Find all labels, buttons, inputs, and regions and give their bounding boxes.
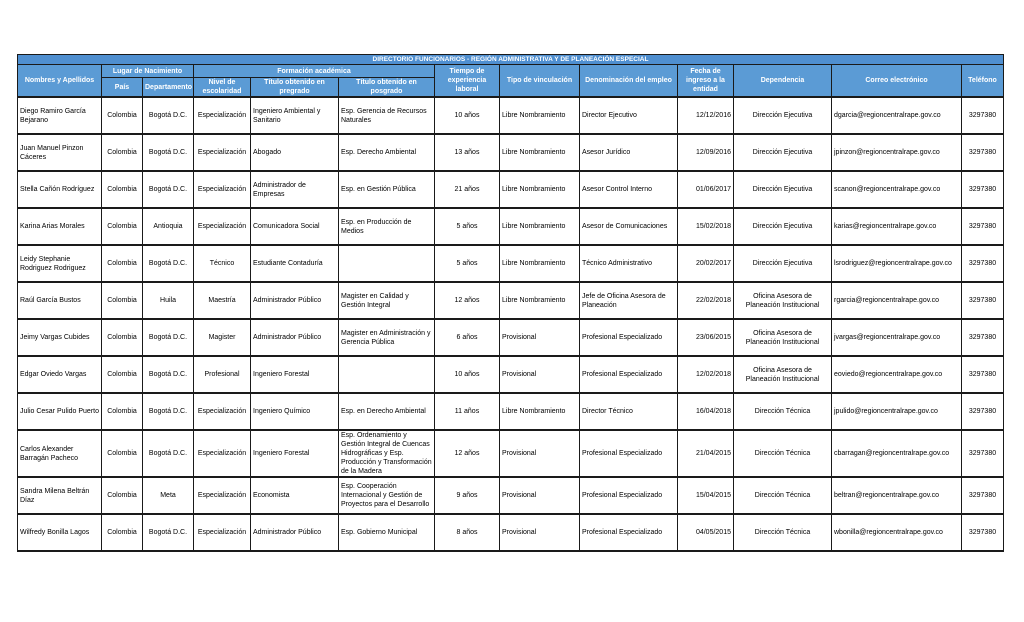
cell-telefono: 3297380: [962, 393, 1004, 430]
cell-correo: jpulido@regioncentralrape.gov.co: [832, 393, 962, 430]
cell-pais: Colombia: [102, 356, 143, 393]
cell-vinculacion: Provisional: [500, 430, 580, 477]
cell-pregrado: Administrador de Empresas: [251, 171, 339, 208]
cell-tiempo: 8 años: [435, 514, 500, 551]
cell-telefono: 3297380: [962, 514, 1004, 551]
cell-fecha: 16/04/2018: [678, 393, 734, 430]
cell-pais: Colombia: [102, 477, 143, 514]
cell-tiempo: 12 años: [435, 282, 500, 319]
cell-correo: karias@regioncentralrape.gov.co: [832, 208, 962, 245]
table-row: [18, 514, 1004, 551]
cell-tiempo: 9 años: [435, 477, 500, 514]
cell-dependencia: Oficina Asesora de Planeación Institucional: [734, 319, 832, 356]
table-row: [18, 282, 1004, 319]
cell-pregrado: Ingeniero Forestal: [251, 430, 339, 477]
cell-pais: Colombia: [102, 171, 143, 208]
cell-tiempo: 10 años: [435, 356, 500, 393]
cell-dependencia: Dirección Ejecutiva: [734, 208, 832, 245]
cell-nivel: Especialización: [194, 393, 251, 430]
cell-correo: dgarcia@regioncentralrape.gov.co: [832, 97, 962, 134]
cell-depto: Bogotá D.C.: [143, 356, 194, 393]
cell-vinculacion: Libre Nombramiento: [500, 134, 580, 171]
cell-vinculacion: Libre Nombramiento: [500, 282, 580, 319]
cell-nivel: Magister: [194, 319, 251, 356]
cell-fecha: 15/02/2018: [678, 208, 734, 245]
cell-empleo: Director Ejecutivo: [580, 97, 678, 134]
cell-pregrado: Administrador Público: [251, 282, 339, 319]
cell-depto: Meta: [143, 477, 194, 514]
cell-pais: Colombia: [102, 393, 143, 430]
cell-empleo: Profesional Especializado: [580, 514, 678, 551]
cell-pregrado: Comunicadora Social: [251, 208, 339, 245]
cell-depto: Bogotá D.C.: [143, 393, 194, 430]
cell-correo: jvargas@regioncentralrape.gov.co: [832, 319, 962, 356]
cell-correo: rgarcia@regioncentralrape.gov.co: [832, 282, 962, 319]
cell-pregrado: Ingeniero Ambiental y Sanitario: [251, 97, 339, 134]
cell-fecha: 23/06/2015: [678, 319, 734, 356]
cell-correo: eoviedo@regioncentralrape.gov.co: [832, 356, 962, 393]
cell-depto: Bogotá D.C.: [143, 319, 194, 356]
cell-tiempo: 5 años: [435, 245, 500, 282]
cell-pregrado: Economista: [251, 477, 339, 514]
cell-posgrado: Esp. Ordenamiento y Gestión Integral de Cuencas Hidrográficas y Esp. Producción y Transformación de la Madera: [339, 430, 435, 477]
cell-nivel: Profesional: [194, 356, 251, 393]
cell-telefono: 3297380: [962, 97, 1004, 134]
cell-correo: wbonilla@regioncentralrape.gov.co: [832, 514, 962, 551]
header-departamento: Departamento: [143, 78, 194, 98]
cell-dependencia: Dirección Ejecutiva: [734, 245, 832, 282]
cell-tiempo: 6 años: [435, 319, 500, 356]
cell-posgrado: Esp. Cooperación Internacional y Gestión de Proyectos para el Desarrollo: [339, 477, 435, 514]
cell-nombre: Julio Cesar Pulido Puerto: [18, 393, 102, 430]
cell-nombre: Karina Arias Morales: [18, 208, 102, 245]
cell-nivel: Especialización: [194, 430, 251, 477]
table-row: [18, 319, 1004, 356]
cell-nombre: Edgar Oviedo Vargas: [18, 356, 102, 393]
header-nombres: Nombres y Apellidos: [18, 65, 102, 98]
cell-telefono: 3297380: [962, 477, 1004, 514]
header-formacion: Formación académica: [194, 65, 435, 78]
table-row: [18, 393, 1004, 430]
cell-nivel: Especialización: [194, 208, 251, 245]
cell-empleo: Asesor de Comunicaciones: [580, 208, 678, 245]
table-row: [18, 171, 1004, 208]
cell-vinculacion: Provisional: [500, 514, 580, 551]
cell-telefono: 3297380: [962, 134, 1004, 171]
cell-nombre: Raúl García Bustos: [18, 282, 102, 319]
cell-tiempo: 5 años: [435, 208, 500, 245]
cell-fecha: 20/02/2017: [678, 245, 734, 282]
cell-correo: lsrodriguez@regioncentralrape.gov.co: [832, 245, 962, 282]
cell-dependencia: Dirección Técnica: [734, 393, 832, 430]
header-fecha-ingreso: Fecha de ingreso a la entidad: [678, 65, 734, 98]
cell-pais: Colombia: [102, 245, 143, 282]
table-row: [18, 356, 1004, 393]
table-row: [18, 430, 1004, 477]
cell-pais: Colombia: [102, 282, 143, 319]
cell-depto: Bogotá D.C.: [143, 171, 194, 208]
cell-telefono: 3297380: [962, 282, 1004, 319]
cell-fecha: 04/05/2015: [678, 514, 734, 551]
cell-pais: Colombia: [102, 208, 143, 245]
cell-fecha: 01/06/2017: [678, 171, 734, 208]
cell-pais: Colombia: [102, 514, 143, 551]
cell-tiempo: 13 años: [435, 134, 500, 171]
cell-pregrado: Administrador Público: [251, 514, 339, 551]
cell-dependencia: Oficina Asesora de Planeación Institucional: [734, 282, 832, 319]
cell-nombre: Sandra Milena Beltrán Díaz: [18, 477, 102, 514]
cell-nivel: Especialización: [194, 477, 251, 514]
cell-posgrado: Esp. en Derecho Ambiental: [339, 393, 435, 430]
cell-empleo: Asesor Jurídico: [580, 134, 678, 171]
cell-nivel: Especialización: [194, 171, 251, 208]
cell-nivel: Especialización: [194, 514, 251, 551]
cell-depto: Bogotá D.C.: [143, 245, 194, 282]
header-correo: Correo electrónico: [832, 65, 962, 98]
table-row: [18, 245, 1004, 282]
table-row: [18, 208, 1004, 245]
cell-posgrado: [339, 245, 435, 282]
cell-fecha: 21/04/2015: [678, 430, 734, 477]
cell-empleo: Profesional Especializado: [580, 430, 678, 477]
table-row: [18, 134, 1004, 171]
cell-pais: Colombia: [102, 319, 143, 356]
cell-empleo: Profesional Especializado: [580, 319, 678, 356]
cell-dependencia: Dirección Técnica: [734, 477, 832, 514]
table-row: [18, 97, 1004, 134]
cell-vinculacion: Libre Nombramiento: [500, 171, 580, 208]
header-titulo-pregrado: Título obtenido en pregrado: [251, 78, 339, 98]
cell-dependencia: Dirección Ejecutiva: [734, 134, 832, 171]
cell-pregrado: Administrador Público: [251, 319, 339, 356]
cell-tiempo: 12 años: [435, 430, 500, 477]
cell-nombre: Wilfredy Bonilla Lagos: [18, 514, 102, 551]
cell-nombre: Carlos Alexander Barragán Pacheco: [18, 430, 102, 477]
cell-telefono: 3297380: [962, 245, 1004, 282]
cell-telefono: 3297380: [962, 319, 1004, 356]
header-lugar-nacimiento: Lugar de Nacimiento: [102, 65, 194, 78]
table-body: [18, 97, 1004, 551]
cell-nombre: Juan Manuel Pinzon Cáceres: [18, 134, 102, 171]
cell-posgrado: Magister en Administración y Gerencia Pública: [339, 319, 435, 356]
cell-empleo: Jefe de Oficina Asesora de Planeación: [580, 282, 678, 319]
cell-nivel: Técnico: [194, 245, 251, 282]
cell-telefono: 3297380: [962, 171, 1004, 208]
cell-nivel: Especialización: [194, 134, 251, 171]
header-tipo-vinculacion: Tipo de vinculación: [500, 65, 580, 98]
header-denominacion: Denominación del empleo: [580, 65, 678, 98]
cell-posgrado: Esp. en Producción de Medios: [339, 208, 435, 245]
cell-posgrado: [339, 356, 435, 393]
cell-dependencia: Dirección Ejecutiva: [734, 97, 832, 134]
cell-vinculacion: Provisional: [500, 319, 580, 356]
cell-empleo: Profesional Especializado: [580, 356, 678, 393]
cell-pregrado: Ingeniero Químico: [251, 393, 339, 430]
cell-depto: Antioquia: [143, 208, 194, 245]
header-dependencia: Dependencia: [734, 65, 832, 98]
cell-vinculacion: Provisional: [500, 356, 580, 393]
cell-fecha: 12/12/2016: [678, 97, 734, 134]
cell-nivel: Especialización: [194, 97, 251, 134]
cell-posgrado: Esp. en Gestión Pública: [339, 171, 435, 208]
cell-tiempo: 11 años: [435, 393, 500, 430]
cell-depto: Huila: [143, 282, 194, 319]
cell-nombre: Jeimy Vargas Cubides: [18, 319, 102, 356]
header-nivel: Nivel de escolaridad: [194, 78, 251, 98]
cell-pregrado: Estudiante Contaduría: [251, 245, 339, 282]
cell-nombre: Stella Cañón Rodríguez: [18, 171, 102, 208]
cell-correo: scanon@regioncentralrape.gov.co: [832, 171, 962, 208]
cell-depto: Bogotá D.C.: [143, 97, 194, 134]
header-telefono: Teléfono: [962, 65, 1004, 98]
cell-telefono: 3297380: [962, 430, 1004, 477]
cell-nombre: Diego Ramiro García Bejarano: [18, 97, 102, 134]
cell-nombre: Leidy Stephanie Rodriguez Rodriguez: [18, 245, 102, 282]
header-tiempo: Tiempo de experiencia laboral: [435, 65, 500, 98]
cell-dependencia: Dirección Técnica: [734, 430, 832, 477]
cell-depto: Bogotá D.C.: [143, 134, 194, 171]
cell-empleo: Director Técnico: [580, 393, 678, 430]
cell-correo: beltran@regioncentralrape.gov.co: [832, 477, 962, 514]
cell-tiempo: 10 años: [435, 97, 500, 134]
cell-pregrado: Ingeniero Forestal: [251, 356, 339, 393]
cell-tiempo: 21 años: [435, 171, 500, 208]
cell-fecha: 15/04/2015: [678, 477, 734, 514]
cell-depto: Bogotá D.C.: [143, 514, 194, 551]
directory-table: [17, 54, 1004, 552]
cell-fecha: 12/02/2018: [678, 356, 734, 393]
cell-pais: Colombia: [102, 134, 143, 171]
cell-depto: Bogotá D.C.: [143, 430, 194, 477]
cell-dependencia: Dirección Ejecutiva: [734, 171, 832, 208]
cell-empleo: Técnico Administrativo: [580, 245, 678, 282]
cell-posgrado: Magister en Calidad y Gestión Integral: [339, 282, 435, 319]
header-titulo-posgrado: Título obtenido en posgrado: [339, 78, 435, 98]
table-title: DIRECTORIO FUNCIONARIOS - REGIÓN ADMINISTRATIVA Y DE PLANEACIÓN ESPECIAL: [18, 55, 1004, 65]
cell-dependencia: Dirección Técnica: [734, 514, 832, 551]
cell-posgrado: Esp. Derecho Ambiental: [339, 134, 435, 171]
cell-fecha: 12/09/2016: [678, 134, 734, 171]
cell-telefono: 3297380: [962, 208, 1004, 245]
cell-fecha: 22/02/2018: [678, 282, 734, 319]
cell-empleo: Asesor Control Interno: [580, 171, 678, 208]
cell-posgrado: Esp. Gerencia de Recursos Naturales: [339, 97, 435, 134]
cell-vinculacion: Libre Nombramiento: [500, 208, 580, 245]
table-row: [18, 477, 1004, 514]
cell-vinculacion: Provisional: [500, 477, 580, 514]
cell-vinculacion: Libre Nombramiento: [500, 393, 580, 430]
cell-posgrado: Esp. Gobierno Municipal: [339, 514, 435, 551]
cell-dependencia: Oficina Asesora de Planeación Institucional: [734, 356, 832, 393]
cell-nivel: Maestría: [194, 282, 251, 319]
cell-empleo: Profesional Especializado: [580, 477, 678, 514]
cell-vinculacion: Libre Nombramiento: [500, 245, 580, 282]
cell-pregrado: Abogado: [251, 134, 339, 171]
cell-correo: jpinzon@regioncentralrape.gov.co: [832, 134, 962, 171]
cell-pais: Colombia: [102, 97, 143, 134]
cell-vinculacion: Libre Nombramiento: [500, 97, 580, 134]
header-pais: País: [102, 78, 143, 98]
cell-telefono: 3297380: [962, 356, 1004, 393]
cell-correo: cbarragan@regioncentralrape.gov.co: [832, 430, 962, 477]
cell-pais: Colombia: [102, 430, 143, 477]
